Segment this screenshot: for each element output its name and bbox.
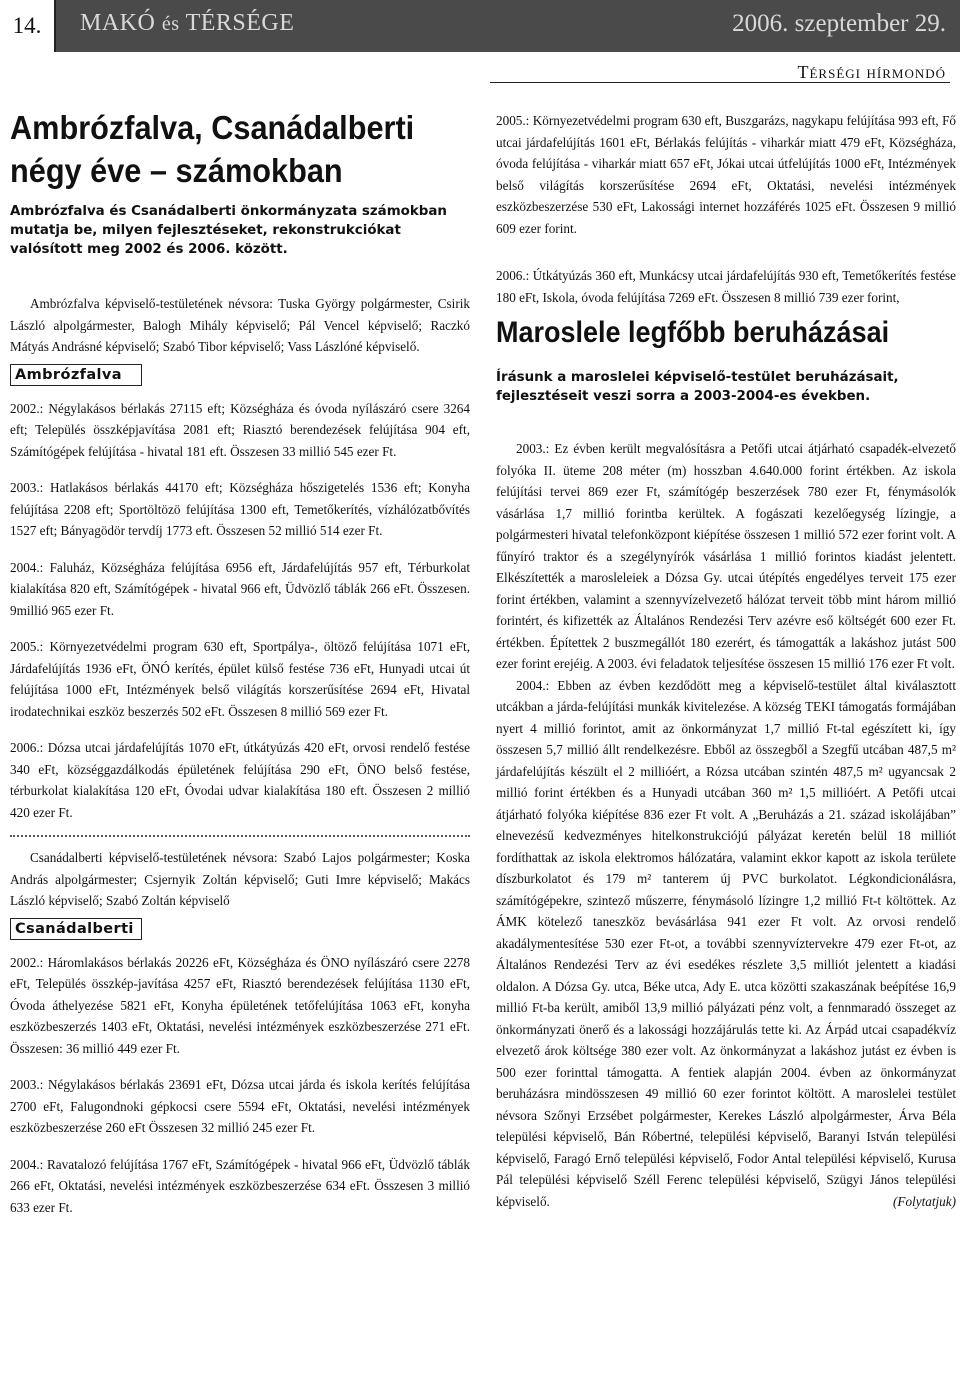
section-rule xyxy=(490,82,950,83)
dotted-divider xyxy=(10,835,470,837)
ambrozfalva-members: Ambrózfalva képviselő-testületének névsora: Tuska György polgármester, Csirik László alpolgármester, Balogh Mihály képviselő; Pál Vencel képviselő; Raczkó Mátyás Andrásné képviselő; Szabó Tibor képviselő; Vass Lászlóné képviselő. xyxy=(10,296,470,354)
maroslele-lead: Írásunk a maroslelei képviselő-testület beruházásait, fejlesztéseit veszi sorra a 2003-2004-es években. xyxy=(496,370,899,404)
csanadalberti-2005: 2005.: Környezetvédelmi program 630 eft, Buszgarázs, nagykapu felújítása 993 eft, Fő utcai járdafelújítás 1601 eFt, Bérlakás felújítás - viharkár miatt 479 eFt, Községháza, óvoda felújítása - viharkár miatt 657 eFt, Jókai utcai útfelújítás 1000 eFt, Intézmények belső világítás korszerűsítése 2694 eFt, Oktatási, nevelési intézmények eszközbeszerzése 530 eFt, Lakossági internet hozzáférés 1025 eFt. Összesen 9 millió 609 ezer forint. xyxy=(496,113,956,236)
article-title xyxy=(10,106,438,192)
continued-note: (Folytatjuk) xyxy=(893,1193,956,1209)
ambrozfalva-heading: Ambrózfalva xyxy=(10,364,142,386)
masthead-left: MAKÓ xyxy=(80,10,156,36)
issue-date: 2006. szeptember 29. xyxy=(732,10,946,37)
section-name: Térségi hírmondó xyxy=(797,62,946,82)
title-line-2: négy éve – számokban xyxy=(10,152,343,189)
article-lead: Ambrózfalva és Csanádalberti önkormányzata számokban mutatja be, milyen fejlesztéseket, rekonstrukciókat valósított meg 2002 és 2006. között. xyxy=(10,204,447,257)
ambrozfalva-2003: 2003.: Hatlakásos bérlakás 44170 eft; Községháza hőszigetelés 1536 eft; Konyha felújítása 2208 eft; Sportöltözö felújítása 1300 eft, Temetőkerítés, vízhálózatbővítés 1527 eft; Bányagödör tervdíj 1773 eft. Összesen 52 millió 514 ezer Ft. xyxy=(10,480,470,538)
csanadalberti-2004: 2004.: Ravatalozó felújítása 1767 eFt, Számítógépek - hivatal 966 eFt, Üdvözlő táblák 266 eFt, Oktatási, nevelési intézmények eszközbeszerzése 634 eFt. Összesen 3 millió 633 ezer Ft. xyxy=(10,1156,470,1215)
title-line-1: Ambrózfalva, Csanádalberti xyxy=(10,109,415,146)
csanadalberti-members: Csanádalberti képviselő-testületének névsora: Szabó Lajos polgármester; Koska András alpolgármester; Csjernyik Zoltán képviselő; Guti Imre képviselő; Makács László képviselő; Szabó Zoltán képviselő xyxy=(10,850,470,908)
maroslele-title: Maroslele legfőbb beruházásai xyxy=(496,316,890,349)
maroslele-2004-text: 2004.: Ebben az évben kezdődött meg a képviselő-testület által kiválasztott utcákban a járda-felújítási munkák kivitelezése. A község TEKI támogatás formájában nyert 4 millió forintot, amit az önkormányzat 1,7 millió Ft-tal egészített ki, így összesen 5,7 millió állt rendelkezésre. Ebből az összegből a Szegfű utcában 487,5 m² járdafelújítás készült el 2 millióért, a Rózsa utcában szintén 487,5 m² ugyancsak 2 millió forint értékben és a Hunyadi utcában 360 m² 1,5 millióért. A Petőfi utcai átjárható folyóka kiépítése 836 ezer Ft volt. A „Beruházás a 21. század iskolájában” elnevezésű kedvezményes hitelkonstrukciójú pályázat keretén belül 18 milliót fordíthattak az iskola elektromos hálózatára, valamint ekkor kapott az iskola területe díszburkolatot és 179 m² tanterem új PVC burkolatot. Légkondicionálásra, számítógépekre, szintező műszerre, fénymásoló lízingre 1,2 millió Ft-t költöttek. Az ÁMK kötelező taneszköz bevásárlása 941 ezer Ft volt. Az orvosi rendelő akadálymentesítése 530 ezer Ft-ot, a további szennyvíztervekre 479 ezer Ft-ot, az Általános Rendezési Terv az évi esedékes részlete 3,5 milliót jelentett a kiadási oldalon. A Dózsa Gy. utca, Béke utca, Ady E. utca közötti szakaszának beépítése 16,9 millió Ft-ba került, amiből 13,9 millió pályázati pénz volt, a fennmaradó összeget az önkormányzati önerő és a lakossági hozzájárulás tette ki. Az Árpád utcai csapadékvíz elvezető árok költsége 380 ezer volt. Az önkormányzat a lakáshoz jutást ez évben is 500 ezer forinttal támogatta. A fentiek alapján 2004. évben az önkormányzat beruházásra mindösszesen 49 millió 60 ezer forintot költött. A maroslelei testület névsora Szőnyi Erzsébet polgármester, Kerekes László alpolgármester, Árva Béla települési képviselő, Bán Róbertné, települési képviselő, Baranyi István települési képviselő, Faragó Ernő települési képviselő, Fodor Antal települési képviselő, Kurusa Pál települési képviselő Széll Ferenc települési képviselő, Szügyi János települési képviselő. xyxy=(496,677,956,1209)
csanadalberti-heading: Csanádalberti xyxy=(10,918,142,940)
ambrozfalva-2002: 2002.: Négylakásos bérlakás 27115 eft; Községháza és óvoda nyílászáró csere 3264 eft; Település összképjavítása 2081 eft; Riasztó berendezések felújítása 904 eft, Számítógépek felújítása - hivatal 181 eft. Összesen 33 millió 545 ezer Ft. xyxy=(10,400,470,459)
ambrozfalva-2004: 2004.: Faluház, Községháza felújítása 6956 eft, Járdafelújítás 957 eft, Térburkolat kialakítása 820 eft, Számítógépek - hivatal 966 eft, Üdvözlő táblák 266 eFt. Összesen. 9millió 965 ezer Ft. xyxy=(10,559,470,618)
ambrozfalva-2005: 2005.: Környezetvédelmi program 630 eft, Sportpálya-, öltöző felújítása 1071 eFt, Járdafelújítás 1936 eFt, ÖNÓ kerítés, épület külső festése 736 eFt, Hunyadi utcai út felújítása 1000 eFt, Intézmények belső világítás korszerűsítése 2694 eFt, Hivatal irodatechnikai eszköz beszerzés 502 eFt. Összesen 8 millió 569 ezer Ft. xyxy=(10,639,470,719)
ambrozfalva-2006: 2006.: Dózsa utcai járdafelújítás 1070 eFt, útkátyúzás 420 eFt, orvosi rendelő festése 340 eFt, községgazdálkodás épületének felújítása 290 eFt, ÖNO belső festése, térburkolat kialakítása 120 eFt, Óvodai udvar kialakítása 180 eft. Összesen 2 millió 420 ezer Ft. xyxy=(10,740,470,820)
page-number: 14. xyxy=(0,0,56,52)
page-header xyxy=(0,0,960,52)
left-column xyxy=(10,106,470,1218)
csanadalberti-2002: 2002.: Háromlakásos bérlakás 20226 eFt, Községháza és ÖNO nyílászáró csere 2278 eFt, Település összkép-javítása 4257 eFt, Riasztó berendezések felújítása 1130 eFt, Óvoda áthelyezése 5821 eFt, Konyha épületének tetőfelújítása 1063 eFt, konyha eszközbeszerzés 1403 eFt, Oktatási, nevelési intézmények eszközbeszerzése 271 eFt. Összesen: 36 millió 449 ezer Ft. xyxy=(10,954,470,1056)
masthead xyxy=(80,10,294,37)
csanadalberti-2003: 2003.: Négylakásos bérlakás 23691 eFt, Dózsa utcai járda és iskola kerítés felújítása 2700 eFt, Falugondnoki gépkocsi csere 5594 eFt, Oktatási, nevelési intézmények eszközbeszerzése 260 eFt Összesen 32 millió 245 ezer Ft. xyxy=(10,1077,470,1135)
maroslele-2004 xyxy=(496,675,956,1213)
maroslele-2003: 2003.: Ez évben került megvalósításra a Petőfi utcai átjárható csapadék-elvezető folyóka II. üteme 208 méter (m) hosszban 4.640.000 forint értékben. Az iskola felújítási tervei 869 ezer Ft, számítógép beszerzések 780 ezer Ft, fénymásolók vásárlása 1,7 millió forintba kerültek. A fogászati kezelőegység lízingje, a polgármesteri hivatal telefonközpont kiépítése összesen 1 millió 572 ezer forint volt. A fűnyíró traktor és a szegélynyírók vásárlása 1 millió forintos kiadást jelentett. Elkészítették a marosleleiek a Dózsa Gy. utcai útépítés engedélyes terveit 175 ezer forint értékben, valamint a szennyvízelvezető hálózat terveit több mint három millió forintért, és kifizették az Általános Rendezési Terv azévre eső költségét 600 ezer Ft. értékben. Építettek 2 buszmegállót 180 ezerért, és támogatták a lakáshoz jutást 500 ezer forint erejéig. A 2003. évi feladatok teljesítése összesen 15 millió 176 ezer Ft volt. xyxy=(496,441,956,671)
csanadalberti-2006: 2006.: Útkátyúzás 360 eft, Munkácsy utcai járdafelújítás 930 eft, Temetőkerítés festése 180 eFt, Iskola, óvoda felújítása 7269 eFt. Összesen 8 millió 739 ezer forint, xyxy=(496,268,956,305)
masthead-es: és xyxy=(161,13,180,35)
right-column xyxy=(496,110,956,1212)
masthead-right: TÉRSÉGE xyxy=(185,10,295,36)
